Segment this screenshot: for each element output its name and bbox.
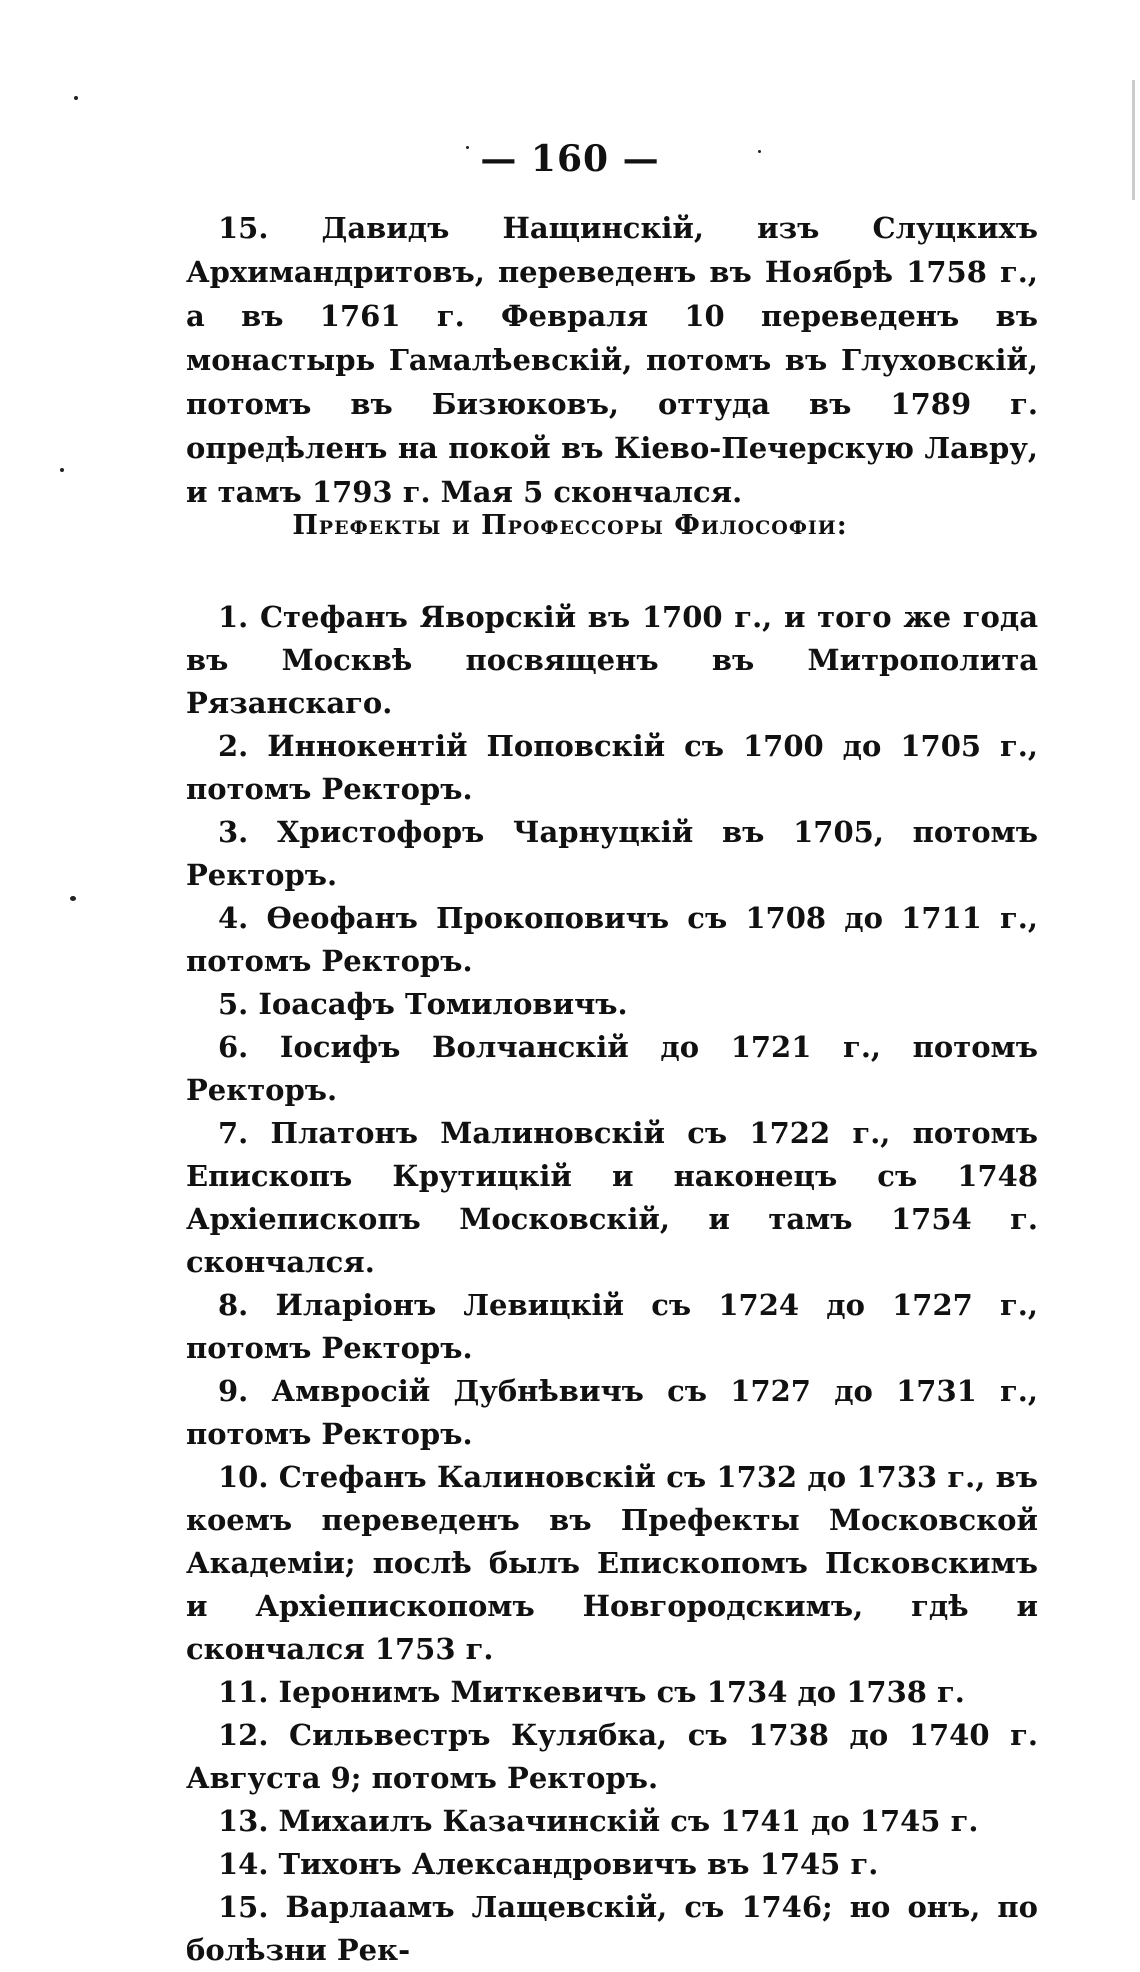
page-number: — 160 — bbox=[480, 138, 660, 180]
section-heading: Префекты и Профессоры Философіи: bbox=[292, 510, 848, 541]
list-item: 13. Михаилъ Казачинскій съ 1741 до 1745 г. bbox=[218, 1804, 979, 1838]
intro-paragraph-text: 15. Давидъ Нащинскій, изъ Слуцкихъ Архимандритовъ, переведенъ въ Ноябрѣ 1758 г., а въ 1761 г. Февраля 10 переведенъ въ монастырь Гамалѣевскій, потомъ въ Глуховскій, потомъ въ Бизюковъ, оттуда въ 1789 г. опредѣленъ на покой въ Кіево-Печерскую Лавру, и тамъ 1793 г. Мая 5 скончался. bbox=[186, 211, 1038, 509]
list-item: 11. Іеронимъ Миткевичъ съ 1734 до 1738 г. bbox=[218, 1675, 965, 1709]
scan-speck bbox=[70, 896, 76, 901]
scan-speck bbox=[466, 146, 469, 149]
list-item: 6. Іосифъ Волчанскій до 1721 г., потомъ Ректоръ. bbox=[186, 1030, 1038, 1107]
list-item: 3. Христофоръ Чарнуцкій въ 1705, потомъ Ректоръ. bbox=[186, 815, 1038, 892]
entry-list bbox=[186, 596, 1038, 1972]
list-item: 14. Тихонъ Александровичъ въ 1745 г. bbox=[218, 1847, 879, 1881]
list-item: 4. Ѳеофанъ Прокоповичъ съ 1708 до 1711 г., потомъ Ректоръ. bbox=[186, 901, 1038, 978]
intro-paragraph bbox=[186, 206, 1038, 514]
scan-speck bbox=[758, 150, 761, 153]
scan-speck bbox=[74, 96, 78, 100]
list-item: 15. Варлаамъ Лащевскій, съ 1746; но онъ, по болѣзни Рек- bbox=[186, 1890, 1038, 1967]
list-item: 1. Стефанъ Яворскій въ 1700 г., и того же года въ Москвѣ посвященъ въ Митрополита Рязанскаго. bbox=[186, 600, 1038, 720]
list-item: 8. Иларіонъ Левицкій съ 1724 до 1727 г., потомъ Ректоръ. bbox=[186, 1288, 1038, 1365]
scan-speck bbox=[60, 468, 64, 472]
list-item: 12. Сильвестръ Кулябка, съ 1738 до 1740 г. Августа 9; потомъ Ректоръ. bbox=[186, 1718, 1038, 1795]
list-item: 5. Іоасафъ Томиловичъ. bbox=[218, 987, 628, 1021]
list-item: 10. Стефанъ Калиновскій съ 1732 до 1733 г., въ коемъ переведенъ въ Префекты Московской Академіи; послѣ былъ Епископомъ Псковскимъ и Архіепископомъ Новгородскимъ, гдѣ и скончался 1753 г. bbox=[186, 1460, 1038, 1666]
list-item: 7. Платонъ Малиновскій съ 1722 г., потомъ Епископъ Крутицкій и наконецъ съ 1748 Архіепископъ Московскій, и тамъ 1754 г. скончался. bbox=[186, 1116, 1038, 1279]
scan-edge bbox=[1132, 80, 1135, 200]
list-item: 2. Иннокентій Поповскій съ 1700 до 1705 г., потомъ Ректоръ. bbox=[186, 729, 1038, 806]
list-item: 9. Амвросій Дубнѣвичъ съ 1727 до 1731 г., потомъ Ректоръ. bbox=[186, 1374, 1038, 1451]
